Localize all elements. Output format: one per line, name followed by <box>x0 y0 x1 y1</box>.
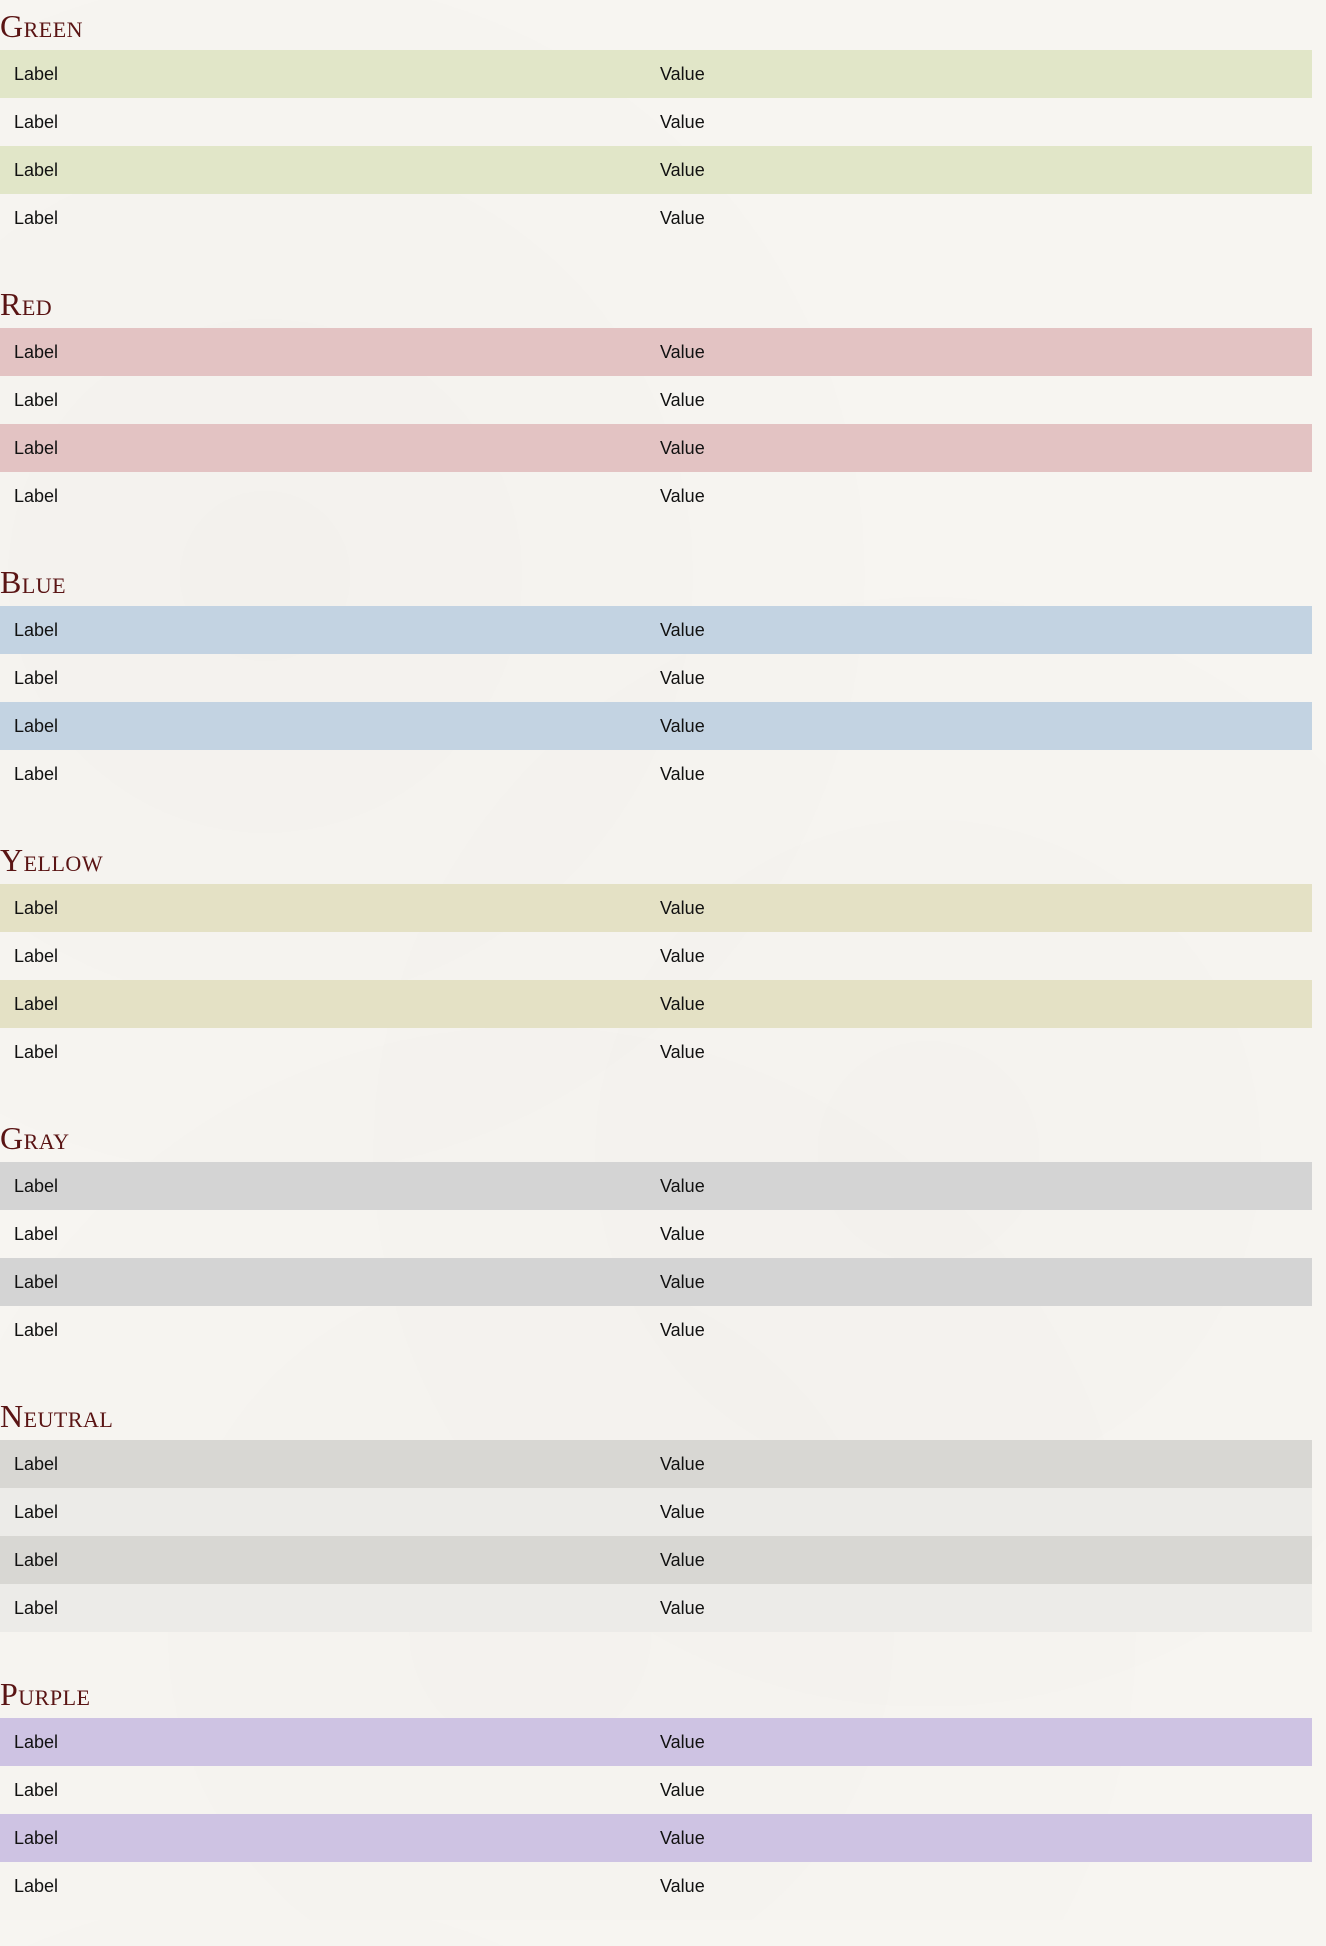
table-row <box>0 194 1312 242</box>
row-label: Label <box>14 945 59 966</box>
table-neutral <box>0 1440 1312 1632</box>
row-value: Value <box>660 1271 705 1292</box>
row-value: Value <box>660 1731 705 1752</box>
table-row <box>0 472 1312 520</box>
table-row <box>0 424 1312 472</box>
section-purple <box>0 1668 1312 1946</box>
row-label: Label <box>14 1271 59 1292</box>
table-row <box>0 606 1312 654</box>
row-value: Value <box>660 667 705 688</box>
row-value: Value <box>660 437 705 458</box>
table-row <box>0 1488 1312 1536</box>
section-title-red: Red <box>0 286 53 322</box>
row-label: Label <box>14 897 59 918</box>
row-value: Value <box>660 1319 705 1340</box>
row-value: Value <box>660 1597 705 1618</box>
table-row <box>0 884 1312 932</box>
table-row <box>0 98 1312 146</box>
section-title-gray: Gray <box>0 1120 70 1156</box>
section-blue <box>0 556 1312 834</box>
row-value: Value <box>660 619 705 640</box>
row-value: Value <box>660 1549 705 1570</box>
table-row <box>0 654 1312 702</box>
row-value: Value <box>660 897 705 918</box>
row-label: Label <box>14 1875 59 1896</box>
row-value: Value <box>660 1501 705 1522</box>
section-yellow <box>0 834 1312 1112</box>
row-label: Label <box>14 159 59 180</box>
row-value: Value <box>660 1779 705 1800</box>
row-value: Value <box>660 341 705 362</box>
table-row <box>0 750 1312 798</box>
table-row <box>0 328 1312 376</box>
table-row <box>0 1306 1312 1354</box>
row-label: Label <box>14 1175 59 1196</box>
row-label: Label <box>14 1319 59 1340</box>
row-label: Label <box>14 1731 59 1752</box>
row-value: Value <box>660 1041 705 1062</box>
row-value: Value <box>660 1875 705 1896</box>
row-value: Value <box>660 111 705 132</box>
section-title-green: Green <box>0 8 84 44</box>
table-row <box>0 932 1312 980</box>
row-label: Label <box>14 341 59 362</box>
table-gray <box>0 1162 1312 1354</box>
table-row <box>0 1718 1312 1766</box>
row-label: Label <box>14 1779 59 1800</box>
section-green <box>0 0 1312 278</box>
row-value: Value <box>660 63 705 84</box>
table-row <box>0 1028 1312 1076</box>
table-row <box>0 1162 1312 1210</box>
row-value: Value <box>660 945 705 966</box>
table-row <box>0 1584 1312 1632</box>
row-label: Label <box>14 1453 59 1474</box>
table-row <box>0 146 1312 194</box>
row-value: Value <box>660 1827 705 1848</box>
row-label: Label <box>14 1223 59 1244</box>
table-row <box>0 1258 1312 1306</box>
row-label: Label <box>14 63 59 84</box>
table-blue <box>0 606 1312 798</box>
table-row <box>0 50 1312 98</box>
row-label: Label <box>14 1597 59 1618</box>
section-red <box>0 278 1312 556</box>
row-label: Label <box>14 111 59 132</box>
table-row <box>0 1814 1312 1862</box>
row-label: Label <box>14 207 59 228</box>
row-label: Label <box>14 485 59 506</box>
row-value: Value <box>660 1175 705 1196</box>
row-label: Label <box>14 1041 59 1062</box>
row-label: Label <box>14 1501 59 1522</box>
table-row <box>0 1210 1312 1258</box>
table-red <box>0 328 1312 520</box>
table-row <box>0 1536 1312 1584</box>
table-green <box>0 50 1312 242</box>
row-value: Value <box>660 1453 705 1474</box>
row-label: Label <box>14 763 59 784</box>
section-title-purple: Purple <box>0 1676 91 1712</box>
section-title-neutral: Neutral <box>0 1398 114 1434</box>
table-row <box>0 1440 1312 1488</box>
section-title-blue: Blue <box>0 564 67 600</box>
row-label: Label <box>14 715 59 736</box>
row-label: Label <box>14 437 59 458</box>
row-label: Label <box>14 1549 59 1570</box>
section-gray <box>0 1112 1312 1390</box>
row-value: Value <box>660 207 705 228</box>
table-row <box>0 376 1312 424</box>
row-value: Value <box>660 993 705 1014</box>
table-row <box>0 1766 1312 1814</box>
table-row <box>0 980 1312 1028</box>
section-title-yellow: Yellow <box>0 842 104 878</box>
row-label: Label <box>14 667 59 688</box>
row-value: Value <box>660 763 705 784</box>
table-row <box>0 702 1312 750</box>
table-row <box>0 1862 1312 1910</box>
section-neutral <box>0 1390 1312 1668</box>
row-label: Label <box>14 993 59 1014</box>
table-purple <box>0 1718 1312 1910</box>
row-value: Value <box>660 389 705 410</box>
row-value: Value <box>660 485 705 506</box>
table-yellow <box>0 884 1312 1076</box>
row-label: Label <box>14 619 59 640</box>
row-value: Value <box>660 159 705 180</box>
row-label: Label <box>14 1827 59 1848</box>
row-label: Label <box>14 389 59 410</box>
row-value: Value <box>660 715 705 736</box>
row-value: Value <box>660 1223 705 1244</box>
